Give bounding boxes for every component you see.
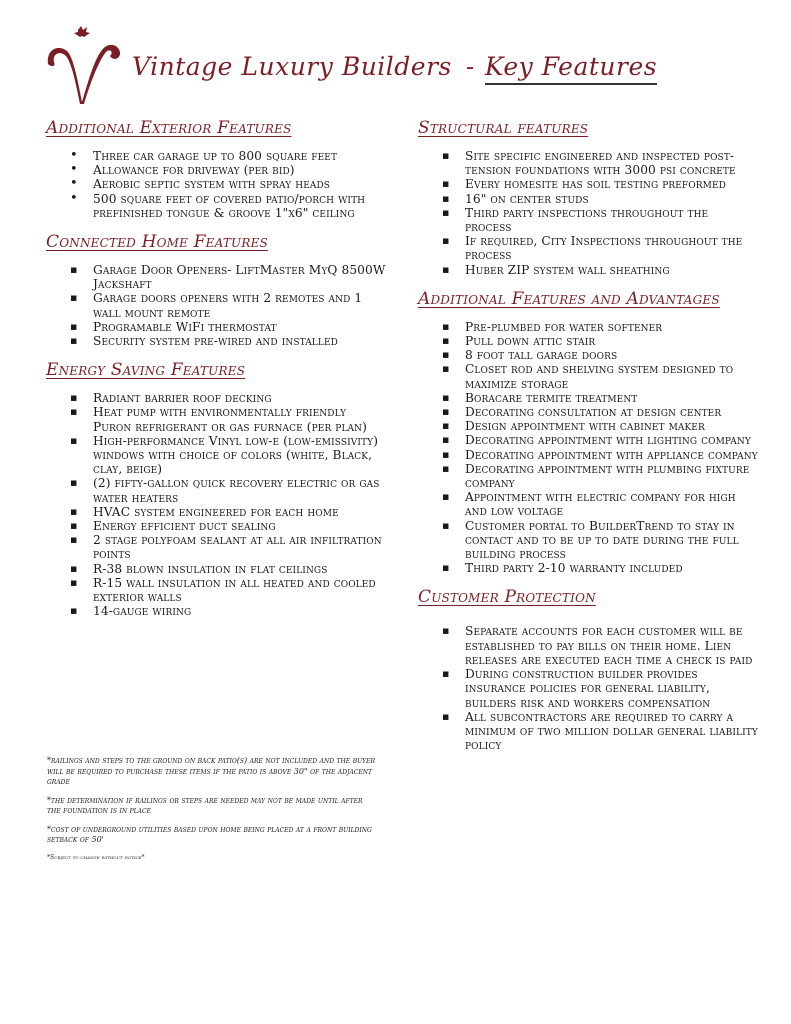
advantages-item: ▪ Pre-plumbed for water softener — [465, 320, 758, 334]
footnote-utilities: *cost of underground utilities based upon home being placed at a front building setback of 50' — [47, 824, 372, 844]
energy-item: ▪ 2 stage polyfoam sealant at all air infiltration points — [93, 533, 386, 561]
energy-item: ▪ (2) fifty-gallon quick recovery electric or gas water heaters — [93, 476, 386, 504]
connected-heading: Connected Home Features — [46, 232, 268, 253]
energy-item: ▪ HVAC system engineered for each home — [93, 505, 386, 519]
advantages-heading: Additional Features and Advantages — [418, 288, 720, 309]
energy-item: ▪ 14-gauge wiring — [93, 604, 386, 618]
structural-item: ▪ 16" on center studs — [465, 192, 758, 206]
connected-item: ▪ Garage doors openers with 2 remotes and 1 wall mount remote — [93, 291, 386, 319]
brand-name: Vintage Luxury Builders — [132, 52, 452, 81]
advantages-item: ▪ Customer portal to BuilderTrend to stay in contact and to be up to date during the full building process — [465, 519, 758, 562]
connected-item: ▪ Garage Door Openers- LiftMaster MyQ 8500W Jackshaft — [93, 263, 386, 291]
protection-heading: Customer Protection — [418, 587, 596, 608]
advantages-item: ▪ Appointment with electric company for high and low voltage — [465, 490, 758, 518]
energy-item: ▪ Energy efficient duct sealing — [93, 519, 386, 533]
protection-item: ▪ During construction builder provides insurance policies for general liability, builders risk and workers compensation — [465, 667, 758, 710]
energy-item: ▪ Heat pump with environmentally friendly Puron refrigerant or gas furnace (per plan) — [93, 405, 386, 433]
energy-item: ▪ R-15 wall insulation in all heated and cooled exterior walls — [93, 576, 386, 604]
structural-item: ▪ Site specific engineered and inspected post-tension foundations with 3000 psi concrete — [465, 149, 758, 177]
exterior-item: • 500 square feet of covered patio/porch with prefinished tongue & groove 1"x6" ceiling — [93, 192, 386, 220]
energy-item: ▪ Radiant barrier roof decking — [93, 391, 386, 405]
advantages-item: ▪ Decorating appointment with lighting company — [465, 433, 758, 447]
protection-item: ▪ Separate accounts for each customer will be established to pay bills on their home. Lien releases are executed each time a check is paid — [465, 624, 758, 667]
advantages-item: ▪ Closet rod and shelving system designed to maximize storage — [465, 362, 758, 390]
advantages-list — [418, 320, 758, 576]
energy-heading: Energy Saving Features — [46, 360, 246, 381]
advantages-item: ▪ Pull down attic stair — [465, 334, 758, 348]
page-header — [132, 52, 657, 81]
advantages-item: ▪ Decorating appointment with plumbing fixture company — [465, 462, 758, 490]
structural-item: ▪ Huber ZIP system wall sheathing — [465, 263, 758, 277]
advantages-item: ▪ Third party 2-10 warranty included — [465, 561, 758, 575]
exterior-item: • Aerobic septic system with spray heads — [93, 177, 386, 191]
exterior-heading: Additional Exterior Features — [46, 118, 292, 138]
connected-item: ▪ Programable WiFi thermostat — [93, 320, 386, 334]
footnote-subject-to-change: *Subject to change without notice* — [47, 853, 145, 861]
left-column — [46, 116, 386, 628]
connected-list — [46, 263, 386, 348]
vintage-v-logo-icon — [44, 24, 124, 106]
advantages-item: ▪ Decorating consultation at design center — [465, 405, 758, 419]
energy-list — [46, 391, 386, 618]
structural-item: ▪ Third party inspections throughout the process — [465, 206, 758, 234]
energy-item: ▪ R-38 blown insulation in flat ceilings — [93, 562, 386, 576]
advantages-item: ▪ 8 foot tall garage doors — [465, 348, 758, 362]
advantages-item: ▪ Design appointment with cabinet maker — [465, 419, 758, 433]
structural-item: ▪ Every homesite has soil testing preformed — [465, 177, 758, 191]
right-column — [418, 116, 758, 762]
structural-heading: Structural features — [418, 118, 589, 138]
footnote-railings: *railings and steps to the ground on back patio(s) are not included and the buyer will be required to purchase these items if the patio is above 30" of the adjacent grade — [47, 756, 376, 786]
title-separator: - — [465, 52, 475, 81]
page-title: Key Features — [485, 52, 657, 85]
advantages-item: ▪ Decorating appointment with appliance company — [465, 448, 758, 462]
energy-item: ▪ High-performance Vinyl low-e (low-emissivity) windows with choice of colors (white, Black, clay, beige) — [93, 434, 386, 477]
exterior-item: • Allowance for driveway (per bid) — [93, 163, 386, 177]
structural-item: ▪ If required, City Inspections throughout the process — [465, 234, 758, 262]
structural-list — [418, 149, 758, 277]
advantages-item: ▪ Boracare termite treatment — [465, 391, 758, 405]
footnotes — [47, 756, 377, 870]
exterior-list — [46, 149, 386, 220]
exterior-item: • Three car garage up to 800 square feet — [93, 149, 386, 163]
protection-item: ▪ All subcontractors are required to carry a minimum of two million dollar general liability policy — [465, 710, 758, 753]
protection-list — [418, 624, 758, 752]
footnote-determination: *the determination if railings or steps are needed may not be made until after the foundation is in place — [47, 795, 363, 815]
connected-item: ▪ Security system pre-wired and installed — [93, 334, 386, 348]
